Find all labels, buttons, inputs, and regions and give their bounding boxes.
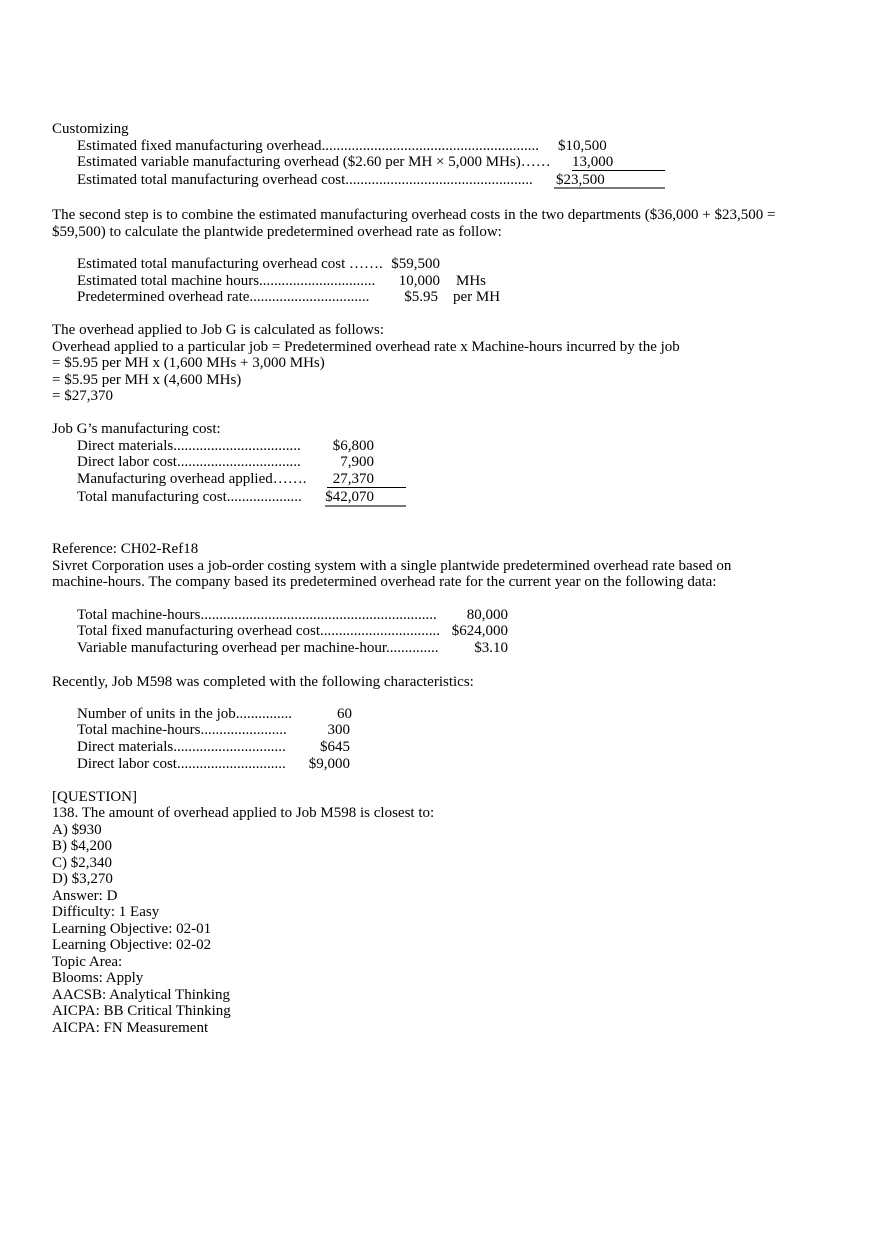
reference-id: Reference: CH02-Ref18 [52, 541, 199, 557]
jobm598-mh-label: Total machine-hours....................... [77, 722, 287, 738]
variable-overhead-label: Estimated variable manufacturing overhead ($2.60 per MH × 5,000 MHs)…… [77, 154, 551, 170]
jobg-subtotal-rule [327, 487, 406, 488]
difficulty: Difficulty: 1 Easy [52, 904, 160, 920]
plantwide-rate-unit: per MH [453, 289, 501, 305]
plantwide-hours-value: 10,000 [398, 273, 440, 289]
learning-objective-1: Learning Objective: 02-01 [52, 921, 212, 937]
jobg-overhead-label: Manufacturing overhead applied……. [77, 471, 307, 487]
plantwide-hours-unit: MHs [456, 273, 487, 289]
option-a: A) $930 [52, 822, 102, 838]
subtotal-rule [572, 170, 665, 171]
combine-line-1: The second step is to combine the estimated manufacturing overhead costs in the two departments ($36,000 + $23,500 = [52, 207, 776, 223]
jobg-heading: Job G’s manufacturing cost: [52, 421, 221, 437]
jobg-total-value: $42,070 [325, 489, 374, 505]
option-b: B) $4,200 [52, 838, 112, 854]
jobm598-materials-value: $645 [320, 739, 350, 755]
sivret-mh-value: 80,000 [466, 607, 508, 623]
jobm598-mh-value: 300 [327, 722, 350, 738]
sivret-fixed-label: Total fixed manufacturing overhead cost................................ [77, 623, 441, 639]
learning-objective-2: Learning Objective: 02-02 [52, 937, 212, 953]
jobm598-units-value: 60 [337, 706, 352, 722]
applied-line-1: The overhead applied to Job G is calculated as follows: [52, 322, 384, 338]
total-overhead-label: Estimated total manufacturing overhead cost.................................................. [77, 172, 533, 188]
jobg-total-double-rule [325, 505, 406, 507]
topic-area: Topic Area: [52, 954, 123, 970]
option-d: D) $3,270 [52, 871, 113, 887]
sivret-mh-label: Total machine-hours............................................................... [77, 607, 437, 623]
plantwide-cost-value: $59,500 [391, 256, 440, 272]
fixed-overhead-value: $10,500 [558, 138, 607, 154]
jobg-materials-value: $6,800 [332, 438, 374, 454]
jobm598-labor-value: $9,000 [308, 756, 350, 772]
sivret-variable-value: $3.10 [474, 640, 508, 656]
reference-line-2: machine-hours. The company based its predetermined overhead rate for the current year on the following data: [52, 574, 717, 590]
aacsb: AACSB: Analytical Thinking [52, 987, 231, 1003]
variable-overhead-value: 13,000 [572, 154, 614, 170]
total-overhead-value: $23,500 [556, 172, 605, 188]
blooms: Blooms: Apply [52, 970, 144, 986]
jobg-labor-label: Direct labor cost................................. [77, 454, 301, 470]
jobg-labor-value: 7,900 [340, 454, 374, 470]
jobm598-intro: Recently, Job M598 was completed with the following characteristics: [52, 674, 474, 690]
jobm598-materials-label: Direct materials.............................. [77, 739, 286, 755]
aicpa-fn: AICPA: FN Measurement [52, 1020, 209, 1036]
plantwide-hours-label: Estimated total machine hours............................... [77, 273, 376, 289]
combine-line-2: $59,500) to calculate the plantwide predetermined overhead rate as follow: [52, 224, 502, 240]
reference-line-1: Sivret Corporation uses a job-order costing system with a single plantwide predetermined overhead rate based on [52, 558, 732, 574]
jobg-total-label: Total manufacturing cost.................... [77, 489, 302, 505]
total-double-rule [554, 187, 665, 189]
plantwide-rate-label: Predetermined overhead rate................................ [77, 289, 370, 305]
applied-line-3: = $5.95 per MH x (1,600 MHs + 3,000 MHs) [52, 355, 325, 371]
jobg-overhead-value: 27,370 [332, 471, 374, 487]
plantwide-cost-label: Estimated total manufacturing overhead cost ……. [77, 256, 383, 272]
sivret-variable-label: Variable manufacturing overhead per machine-hour.............. [77, 640, 439, 656]
question-stem: 138. The amount of overhead applied to Job M598 is closest to: [52, 805, 435, 821]
jobm598-labor-label: Direct labor cost............................. [77, 756, 286, 772]
fixed-overhead-label: Estimated fixed manufacturing overhead.......................................................... [77, 138, 539, 154]
option-c: C) $2,340 [52, 855, 112, 871]
customizing-heading: Customizing [52, 121, 129, 137]
jobg-materials-label: Direct materials.................................. [77, 438, 301, 454]
applied-line-5: = $27,370 [52, 388, 113, 404]
answer: Answer: D [52, 888, 118, 904]
applied-line-2: Overhead applied to a particular job = Predetermined overhead rate x Machine-hours incurred by the job [52, 339, 680, 355]
aicpa-bb: AICPA: BB Critical Thinking [52, 1003, 231, 1019]
question-tag: [QUESTION] [52, 789, 137, 805]
plantwide-rate-value: $5.95 [404, 289, 438, 305]
applied-line-4: = $5.95 per MH x (4,600 MHs) [52, 372, 242, 388]
sivret-fixed-value: $624,000 [451, 623, 508, 639]
jobm598-units-label: Number of units in the job............... [77, 706, 292, 722]
